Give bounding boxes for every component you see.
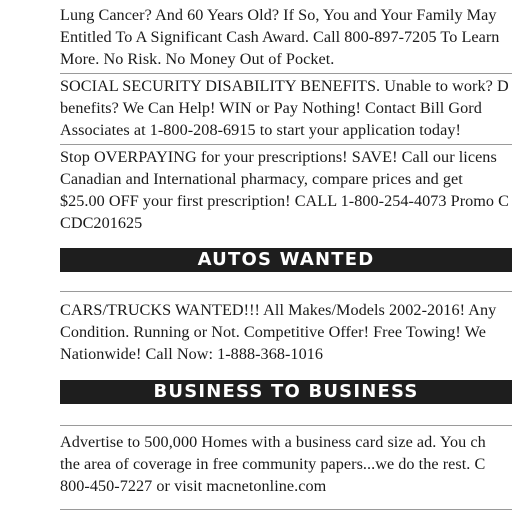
ad-text-line: CARS/TRUCKS WANTED!!! All Makes/Models 2002-2016! Any: [60, 301, 497, 319]
section-heading-autos-wanted: AUTOS WANTED: [60, 248, 512, 272]
ad-divider: [60, 425, 512, 426]
ad-text-line: SOCIAL SECURITY DISABILITY BENEFITS. Unable to work? D: [60, 77, 509, 95]
ad-text-line: Nationwide! Call Now: 1-888-368-1016: [60, 345, 324, 363]
classifieds-page: [60, 0, 512, 512]
ad-text-line: Lung Cancer? And 60 Years Old? If So, You and Your Family May: [60, 6, 497, 24]
ad-text-line: Stop OVERPAYING for your prescriptions! SAVE! Call our licens: [60, 148, 497, 166]
ad-text-line: Entitled To A Significant Cash Award. Call 800-897-7205 To Learn: [60, 28, 500, 46]
ad-text-line: CDC201625: [60, 214, 143, 232]
ad-text-line: Associates at 1-800-208-6915 to start your application today!: [60, 121, 461, 139]
ad-text-line: the area of coverage in free community papers...we do the rest. C: [60, 455, 486, 473]
classified-ad-pharmacy: [60, 146, 512, 234]
classified-ad-social-security: [60, 75, 512, 141]
ad-divider: [60, 144, 512, 145]
classified-ad-lung-cancer: [60, 4, 512, 70]
ad-divider: [60, 291, 512, 292]
ad-divider: [60, 509, 512, 510]
ad-text-line: More. No Risk. No Money Out of Pocket.: [60, 50, 335, 68]
ad-divider: [60, 73, 512, 74]
ad-text-line: 800-450-7227 or visit macnetonline.com: [60, 477, 327, 495]
classified-ad-cars-trucks: [60, 299, 512, 365]
ad-text-line: $25.00 OFF your first prescription! CALL 1-800-254-4073 Promo C: [60, 192, 510, 210]
ad-text-line: Advertise to 500,000 Homes with a business card size ad. You ch: [60, 433, 486, 451]
ad-text-line: Condition. Running or Not. Competitive Offer! Free Towing! We: [60, 323, 486, 341]
classified-ad-advertise: [60, 431, 512, 497]
ad-text-line: Canadian and International pharmacy, compare prices and get: [60, 170, 463, 188]
section-heading-business-to-business: BUSINESS TO BUSINESS: [60, 380, 512, 404]
ad-text-line: benefits? We Can Help! WIN or Pay Nothing! Contact Bill Gord: [60, 99, 482, 117]
